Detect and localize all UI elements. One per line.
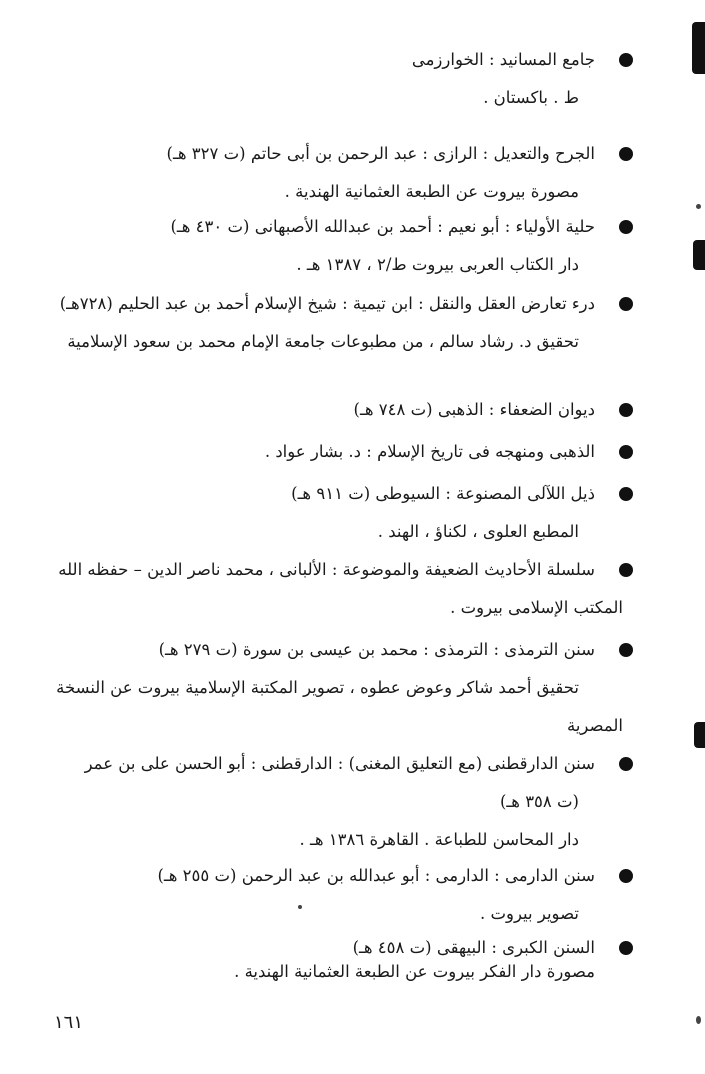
entry-title: ديوان الضعفاء : الذهبى (ت ٧٤٨ هـ) [353, 400, 595, 419]
bibliography-entry [40, 640, 623, 736]
entry-publisher: تحقيق د. رشاد سالم ، من مطبوعات جامعة الإمام محمد بن سعود الإسلامية [67, 332, 579, 351]
scan-speck [298, 905, 302, 909]
bullet-icon [619, 869, 633, 883]
entry-publisher: دار الكتاب العربى بيروت ط/٢ ، ١٣٨٧ هـ . [296, 255, 579, 274]
scan-edge-mark [692, 22, 705, 74]
bullet-icon [619, 563, 633, 577]
bullet-icon [619, 403, 633, 417]
bibliography-entry [60, 938, 595, 982]
bibliography-entry [40, 754, 595, 850]
entry-publisher: مصورة دار الفكر بيروت عن الطبعة العثمانية الهندية . [234, 962, 595, 981]
bibliography-entry [40, 294, 595, 352]
entry-publisher: المطبع العلوى ، لكناؤ ، الهند . [377, 522, 579, 541]
entry-title: سنن الترمذى : الترمذى : محمد بن عيسى بن سورة (ت ٢٧٩ هـ) [158, 640, 595, 659]
entry-title: حلية الأولياء : أبو نعيم : أحمد بن عبدالله الأصبهانى (ت ٤٣٠ هـ) [170, 217, 595, 236]
entry-title: سنن الدارمى : الدارمى : أبو عبدالله بن عبد الرحمن (ت ٢٥٥ هـ) [157, 866, 595, 885]
entry-title: ذيل اللآلى المصنوعة : السيوطى (ت ٩١١ هـ) [291, 484, 595, 503]
entry-death-year: (ت ٣٥٨ هـ) [499, 792, 579, 811]
page-number: ١٦١ [54, 1012, 84, 1033]
entry-publisher: ط . باكستان . [483, 88, 579, 107]
bibliography-entry [40, 560, 623, 618]
entry-publisher: تحقيق أحمد شاكر وعوض عطوه ، تصوير المكتبة الإسلامية بيروت عن النسخة [56, 678, 579, 697]
entry-title: درء تعارض العقل والنقل : ابن تيمية : شيخ الإسلام أحمد بن عبد الحليم (٧٢٨هـ) [59, 294, 595, 313]
scan-edge-mark [693, 240, 705, 270]
entry-publisher-continued: المصرية [566, 716, 623, 735]
entry-title: الذهبى ومنهجه فى تاريخ الإسلام : د. بشار عواد . [264, 442, 595, 461]
entry-title: السنن الكبرى : البيهقى (ت ٤٥٨ هـ) [352, 938, 595, 957]
bullet-icon [619, 941, 633, 955]
scan-speck [696, 204, 701, 209]
bullet-icon [619, 643, 633, 657]
bibliography-entry [60, 400, 595, 420]
entry-publisher: مصورة بيروت عن الطبعة العثمانية الهندية . [284, 182, 579, 201]
entry-publisher: تصوير بيروت . [479, 904, 579, 923]
bibliography-entry [60, 50, 595, 108]
bullet-icon [619, 487, 633, 501]
bibliography-entry [60, 866, 595, 924]
entry-title: سنن الدارقطنى (مع التعليق المغنى) : الدارقطنى : أبو الحسن على بن عمر [84, 754, 595, 773]
bullet-icon [619, 220, 633, 234]
bullet-icon [619, 757, 633, 771]
scan-speck [696, 1016, 701, 1024]
bullet-icon [619, 53, 633, 67]
scan-edge-mark [694, 722, 705, 748]
entry-title: الجرح والتعديل : الرازى : عبد الرحمن بن أبى حاتم (ت ٣٢٧ هـ) [166, 144, 595, 163]
entry-publisher: المكتب الإسلامى بيروت . [450, 598, 623, 617]
bibliography-entry [60, 217, 595, 275]
entry-title: جامع المسانيد : الخوارزمى [411, 50, 595, 69]
bullet-icon [619, 147, 633, 161]
entry-publisher: دار المحاسن للطباعة . القاهرة ١٣٨٦ هـ . [299, 830, 579, 849]
bullet-icon [619, 297, 633, 311]
entry-title: سلسلة الأحاديث الضعيفة والموضوعة : الألبانى ، محمد ناصر الدين – حفظه الله [58, 560, 595, 579]
bibliography-entry [60, 144, 595, 202]
bibliography-entry [60, 484, 595, 542]
bullet-icon [619, 445, 633, 459]
bibliography-entry [60, 442, 595, 462]
